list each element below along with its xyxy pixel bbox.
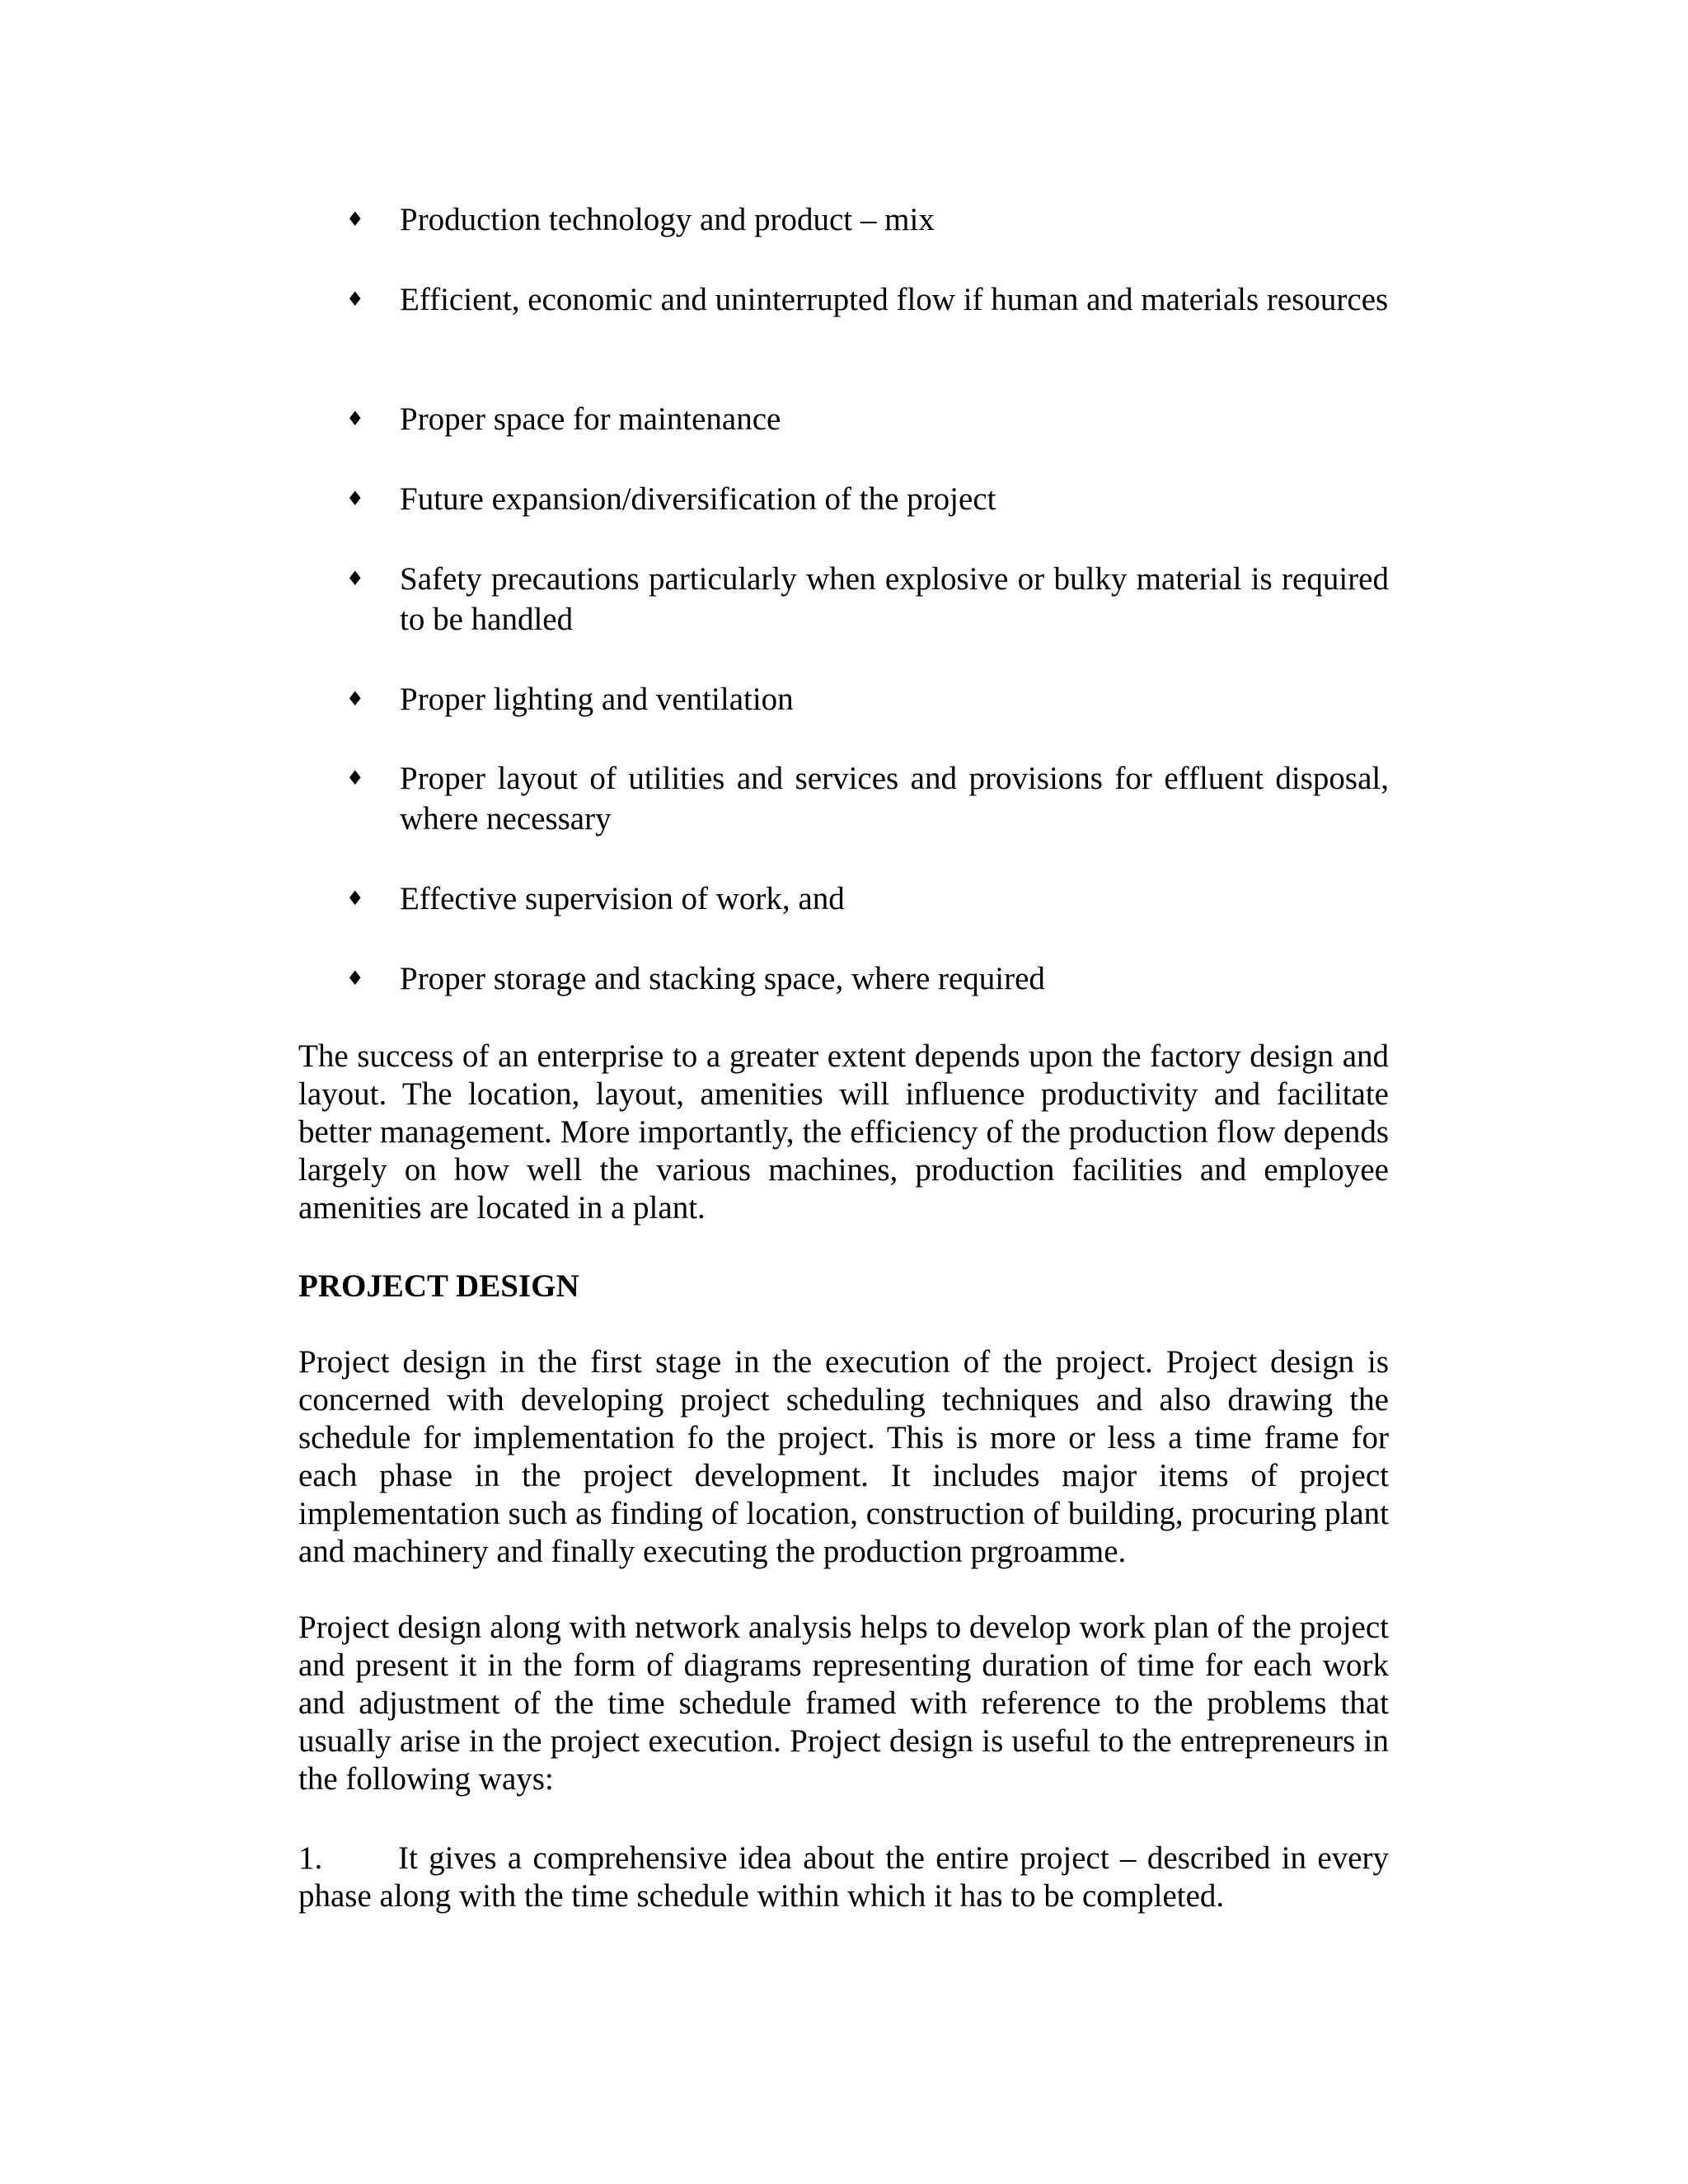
list-item-text: Proper layout of utilities and services and provisions for effluent disposal, where necessary bbox=[400, 761, 1389, 837]
paragraph-project-design: Project design in the first stage in the execution of the project. Project design is concerned with developing project scheduling techniques and also drawing the schedule for implementation fo the project. This is more or less a time frame for each phase in the project development. It includes major items of project implementation such as finding of location, construction of building, procuring plant and machinery and finally executing the production prgroamme. bbox=[298, 1344, 1389, 1569]
item-number: 1. bbox=[298, 1840, 323, 1876]
list-item-text: Effective supervision of work, and bbox=[400, 881, 845, 916]
list-item-text: Proper storage and stacking space, where required bbox=[400, 961, 1045, 996]
diamond-bullet-icon: ♦ bbox=[346, 766, 364, 790]
diamond-bullet-icon: ♦ bbox=[346, 967, 364, 990]
paragraph-success: The success of an enterprise to a greater extent depends upon the factory design and layout. The location, layout, amenities will influence productivity and facilitate better management. More importantly, the efficiency of the production flow depends largely on how well the various machines, production facilities and employee amenities are located in a plant. bbox=[298, 1038, 1389, 1226]
numbered-item-text: It gives a comprehensive idea about the entire project – described in every phase along with the time schedule within which it has to be completed. bbox=[298, 1840, 1389, 1914]
diamond-bullet-icon: ♦ bbox=[346, 567, 364, 590]
diamond-bullet-icon: ♦ bbox=[346, 487, 364, 510]
list-item-text: Production technology and product – mix bbox=[400, 202, 935, 237]
list-item-text: Future expansion/diversification of the project bbox=[400, 481, 996, 517]
diamond-bullet-icon: ♦ bbox=[346, 687, 364, 710]
list-item-text: Efficient, economic and uninterrupted flow if human and materials resources bbox=[400, 282, 1389, 317]
diamond-bullet-icon: ♦ bbox=[346, 887, 364, 910]
section-heading: PROJECT DESIGN bbox=[298, 1268, 579, 1304]
diamond-bullet-icon: ♦ bbox=[346, 208, 364, 231]
diamond-bullet-icon: ♦ bbox=[346, 288, 364, 311]
list-item-text: Proper lighting and ventilation bbox=[400, 682, 794, 717]
diamond-bullet-icon: ♦ bbox=[346, 407, 364, 430]
list-item-text: Proper space for maintenance bbox=[400, 401, 781, 437]
paragraph-network-analysis: Project design along with network analysis helps to develop work plan of the project and present it in the form of diagrams representing duration of time for each work and adjustment of the time schedule framed with reference to the problems that usually arise in the project execution. Project design is useful to the entrepreneurs in the following ways: bbox=[298, 1610, 1389, 1797]
numbered-item bbox=[298, 1840, 1389, 1915]
list-item-text: Safety precautions particularly when explosive or bulky material is required to be handled bbox=[400, 561, 1389, 637]
